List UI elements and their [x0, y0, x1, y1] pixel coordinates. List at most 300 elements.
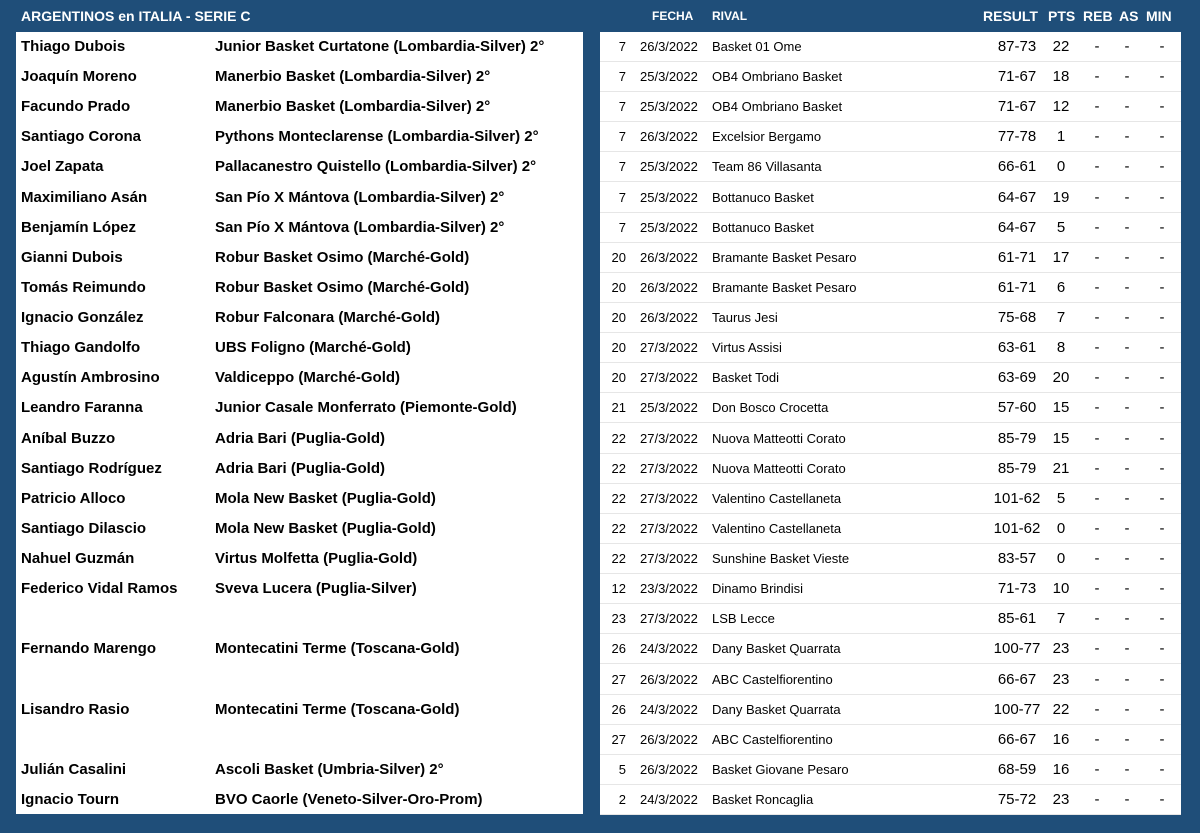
- game-minutes: -: [1159, 158, 1165, 176]
- game-minutes: -: [1159, 670, 1165, 688]
- game-rival: ABC Castelfiorentino: [712, 671, 833, 687]
- game-minutes: -: [1159, 580, 1165, 598]
- game-rebounds: -: [1094, 218, 1100, 236]
- game-rebounds: -: [1094, 98, 1100, 116]
- game-minutes: -: [1159, 399, 1165, 417]
- game-rebounds: -: [1094, 309, 1100, 327]
- player-team: Pythons Monteclarense (Lombardia-Silver) 2°: [215, 128, 539, 146]
- game-rival: Valentino Castellaneta: [712, 490, 842, 506]
- game-number: 22: [611, 490, 626, 506]
- game-number: 23: [611, 611, 626, 627]
- player-team: Pallacanestro Quistello (Lombardia-Silver) 2°: [215, 158, 537, 176]
- game-result: 101-62: [993, 519, 1041, 537]
- player-row: [16, 725, 583, 755]
- game-points: 20: [1052, 369, 1070, 387]
- game-assists: -: [1124, 68, 1130, 86]
- game-assists: -: [1124, 580, 1130, 598]
- game-rebounds: -: [1094, 278, 1100, 296]
- game-rival: Bramante Basket Pesaro: [712, 249, 857, 265]
- game-result: 63-61: [997, 339, 1037, 357]
- game-result: 71-73: [997, 580, 1037, 598]
- game-date: 24/3/2022: [640, 641, 698, 657]
- game-date: 25/3/2022: [640, 159, 698, 175]
- player-name: Thiago Gandolfo: [21, 339, 141, 357]
- game-number: 20: [611, 310, 626, 326]
- game-points: 22: [1052, 38, 1070, 55]
- game-result: 61-71: [997, 248, 1037, 266]
- game-rebounds: -: [1094, 429, 1100, 447]
- player-row: [16, 273, 583, 303]
- game-minutes: -: [1159, 610, 1165, 628]
- game-assists: -: [1124, 399, 1130, 417]
- game-rival: Sunshine Basket Vieste: [712, 551, 850, 567]
- player-name: Facundo Prado: [21, 98, 131, 116]
- game-assists: -: [1124, 158, 1130, 176]
- game-assists: -: [1124, 218, 1130, 236]
- player-name: Gianni Dubois: [21, 248, 123, 266]
- game-row: [600, 695, 1181, 725]
- player-team: Adria Bari (Puglia-Gold): [215, 459, 386, 477]
- game-assists: -: [1124, 38, 1130, 55]
- game-points: 0: [1056, 519, 1066, 537]
- game-result: 83-57: [997, 550, 1037, 568]
- game-date: 27/3/2022: [640, 460, 698, 476]
- game-rival: LSB Lecce: [712, 611, 775, 627]
- game-date: 27/3/2022: [640, 370, 698, 386]
- game-date: 27/3/2022: [640, 520, 698, 536]
- player-row: [16, 393, 583, 423]
- game-minutes: -: [1159, 760, 1165, 778]
- player-team: Montecatini Terme (Toscana-Gold): [215, 700, 460, 718]
- game-rebounds: -: [1094, 339, 1100, 357]
- game-number: 5: [618, 761, 626, 777]
- game-number: 7: [618, 99, 626, 115]
- game-rebounds: -: [1094, 248, 1100, 266]
- game-points: 19: [1052, 188, 1070, 206]
- game-assists: -: [1124, 489, 1130, 507]
- game-date: 26/3/2022: [640, 249, 698, 265]
- game-date: 27/3/2022: [640, 340, 698, 356]
- game-rebounds: -: [1094, 640, 1100, 658]
- game-number: 22: [611, 520, 626, 536]
- game-rebounds: -: [1094, 730, 1100, 748]
- game-points: 1: [1056, 128, 1066, 146]
- player-row: [16, 544, 583, 574]
- game-row: [600, 514, 1181, 544]
- game-number: 27: [611, 671, 626, 687]
- game-points: 15: [1052, 399, 1070, 417]
- game-result: 66-61: [997, 158, 1037, 176]
- game-number: 22: [611, 551, 626, 567]
- player-name: Ignacio González: [21, 309, 144, 327]
- game-result: 64-67: [997, 188, 1037, 206]
- game-points: 22: [1052, 700, 1070, 718]
- game-points: 23: [1052, 791, 1070, 808]
- game-rival: Nuova Matteotti Corato: [712, 430, 846, 446]
- game-number: 7: [618, 129, 626, 145]
- player-team: Manerbio Basket (Lombardia-Silver) 2°: [215, 98, 491, 116]
- game-date: 25/3/2022: [640, 400, 698, 416]
- game-points: 16: [1052, 760, 1070, 778]
- game-points: 8: [1056, 339, 1066, 357]
- player-row: [16, 183, 583, 213]
- game-points: 0: [1056, 550, 1066, 568]
- player-name: [21, 604, 211, 634]
- player-name: Tomás Reimundo: [21, 278, 146, 296]
- game-rival: Excelsior Bergamo: [712, 129, 822, 145]
- game-result: 75-72: [997, 791, 1037, 808]
- player-row: [16, 695, 583, 725]
- game-minutes: -: [1159, 489, 1165, 507]
- game-row: [600, 303, 1181, 333]
- player-team: [215, 665, 580, 695]
- player-row: [16, 634, 583, 664]
- game-assists: -: [1124, 369, 1130, 387]
- game-rival: OB4 Ombriano Basket: [712, 69, 843, 85]
- game-points: 7: [1056, 610, 1066, 628]
- game-minutes: -: [1159, 791, 1165, 808]
- game-points: 21: [1052, 459, 1070, 477]
- game-points: 12: [1052, 98, 1070, 116]
- games-panel: [600, 32, 1181, 814]
- game-result: 71-67: [997, 98, 1037, 116]
- game-minutes: -: [1159, 369, 1165, 387]
- game-date: 26/3/2022: [640, 39, 698, 54]
- player-team: Robur Basket Osimo (Marché-Gold): [215, 248, 470, 266]
- player-row: [16, 363, 583, 393]
- game-result: 61-71: [997, 278, 1037, 296]
- player-team: Robur Falconara (Marché-Gold): [215, 309, 441, 327]
- player-name: Joaquín Moreno: [21, 68, 137, 86]
- game-rival: Don Bosco Crocetta: [712, 400, 829, 416]
- game-minutes: -: [1159, 38, 1165, 55]
- game-points: 6: [1056, 278, 1066, 296]
- game-rebounds: -: [1094, 158, 1100, 176]
- game-minutes: -: [1159, 339, 1165, 357]
- game-rebounds: -: [1094, 489, 1100, 507]
- game-rival: Bottanuco Basket: [712, 219, 814, 235]
- game-date: 27/3/2022: [640, 490, 698, 506]
- game-rival: Nuova Matteotti Corato: [712, 460, 846, 476]
- header-min: MIN: [1146, 8, 1172, 24]
- player-name: Nahuel Guzmán: [21, 550, 135, 568]
- game-rebounds: -: [1094, 128, 1100, 146]
- player-name: Thiago Dubois: [21, 38, 126, 55]
- game-result: 100-77: [993, 700, 1041, 718]
- player-row: [16, 243, 583, 273]
- game-rival: Dinamo Brindisi: [712, 581, 804, 597]
- game-date: 27/3/2022: [640, 551, 698, 567]
- player-name: [21, 725, 211, 755]
- game-date: 24/3/2022: [640, 792, 698, 807]
- game-result: 66-67: [997, 670, 1037, 688]
- player-team: Virtus Molfetta (Puglia-Gold): [215, 550, 418, 568]
- game-rival: Basket 01 Ome: [712, 39, 802, 54]
- game-date: 26/3/2022: [640, 731, 698, 747]
- game-date: 26/3/2022: [640, 279, 698, 295]
- player-name: Aníbal Buzzo: [21, 429, 116, 447]
- game-rebounds: -: [1094, 519, 1100, 537]
- game-date: 25/3/2022: [640, 189, 698, 205]
- player-team: Junior Basket Curtatone (Lombardia-Silver) 2°: [215, 38, 545, 55]
- game-number: 20: [611, 279, 626, 295]
- game-assists: -: [1124, 128, 1130, 146]
- game-assists: -: [1124, 278, 1130, 296]
- player-team: Valdiceppo (Marché-Gold): [215, 369, 401, 387]
- game-result: 68-59: [997, 760, 1037, 778]
- game-rival: Taurus Jesi: [712, 310, 778, 326]
- game-number: 20: [611, 370, 626, 386]
- game-minutes: -: [1159, 519, 1165, 537]
- game-assists: -: [1124, 309, 1130, 327]
- game-assists: -: [1124, 640, 1130, 658]
- game-rival: Basket Todi: [712, 370, 779, 386]
- game-date: 26/3/2022: [640, 310, 698, 326]
- game-assists: -: [1124, 730, 1130, 748]
- game-result: 57-60: [997, 399, 1037, 417]
- player-team: San Pío X Mántova (Lombardia-Silver) 2°: [215, 188, 505, 206]
- game-row: [600, 333, 1181, 363]
- game-assists: -: [1124, 248, 1130, 266]
- header-rival: RIVAL: [712, 9, 748, 23]
- game-minutes: -: [1159, 700, 1165, 718]
- player-name: Santiago Rodríguez: [21, 459, 162, 477]
- game-points: 0: [1056, 158, 1066, 176]
- player-row: [16, 665, 583, 695]
- game-row: [600, 484, 1181, 514]
- game-row: [600, 604, 1181, 634]
- player-team: Ascoli Basket (Umbria-Silver) 2°: [215, 760, 444, 778]
- game-row: [600, 122, 1181, 152]
- game-number: 20: [611, 249, 626, 265]
- player-name: Santiago Dilascio: [21, 519, 147, 537]
- game-result: 64-67: [997, 218, 1037, 236]
- game-number: 26: [611, 641, 626, 657]
- game-number: 22: [611, 460, 626, 476]
- player-row: [16, 574, 583, 604]
- game-points: 23: [1052, 640, 1070, 658]
- header-result: RESULT: [983, 8, 1038, 24]
- game-minutes: -: [1159, 68, 1165, 86]
- game-rival: Dany Basket Quarrata: [712, 701, 841, 717]
- game-row: [600, 755, 1181, 785]
- game-date: 26/3/2022: [640, 671, 698, 687]
- game-row: [600, 62, 1181, 92]
- game-points: 5: [1056, 489, 1066, 507]
- game-date: 24/3/2022: [640, 701, 698, 717]
- game-assists: -: [1124, 760, 1130, 778]
- page-title: ARGENTINOS en ITALIA - SERIE C: [21, 8, 251, 24]
- game-row: [600, 92, 1181, 122]
- player-name: Lisandro Rasio: [21, 700, 130, 718]
- player-row: [16, 92, 583, 122]
- player-row: [16, 514, 583, 544]
- game-result: 101-62: [993, 489, 1041, 507]
- game-row: [600, 273, 1181, 303]
- game-assists: -: [1124, 98, 1130, 116]
- player-name: Joel Zapata: [21, 158, 104, 176]
- game-date: 25/3/2022: [640, 99, 698, 115]
- game-number: 7: [618, 69, 626, 85]
- player-team: [215, 725, 580, 755]
- game-points: 7: [1056, 309, 1066, 327]
- game-row: [600, 725, 1181, 755]
- game-minutes: -: [1159, 550, 1165, 568]
- game-row: [600, 544, 1181, 574]
- game-minutes: -: [1159, 278, 1165, 296]
- game-rebounds: -: [1094, 700, 1100, 718]
- player-row: [16, 303, 583, 333]
- game-row: [600, 32, 1181, 62]
- game-result: 77-78: [997, 128, 1037, 146]
- game-number: 2: [618, 792, 626, 807]
- game-assists: -: [1124, 459, 1130, 477]
- player-team: [215, 604, 580, 634]
- game-points: 16: [1052, 730, 1070, 748]
- game-rival: Basket Giovane Pesaro: [712, 761, 849, 777]
- game-row: [600, 243, 1181, 273]
- game-rebounds: -: [1094, 791, 1100, 808]
- game-result: 85-79: [997, 429, 1037, 447]
- game-rival: Dany Basket Quarrata: [712, 641, 841, 657]
- game-minutes: -: [1159, 640, 1165, 658]
- game-minutes: -: [1159, 188, 1165, 206]
- players-panel: [16, 32, 583, 814]
- player-name: Benjamín López: [21, 218, 137, 236]
- game-result: 87-73: [997, 38, 1037, 55]
- player-name: Ignacio Tourn: [21, 791, 120, 808]
- game-assists: -: [1124, 519, 1130, 537]
- game-result: 85-79: [997, 459, 1037, 477]
- game-assists: -: [1124, 339, 1130, 357]
- player-team: Robur Basket Osimo (Marché-Gold): [215, 278, 470, 296]
- game-number: 27: [611, 731, 626, 747]
- game-rebounds: -: [1094, 670, 1100, 688]
- game-date: 26/3/2022: [640, 761, 698, 777]
- game-date: 26/3/2022: [640, 129, 698, 145]
- player-row: [16, 122, 583, 152]
- game-result: 75-68: [997, 309, 1037, 327]
- game-result: 66-67: [997, 730, 1037, 748]
- game-rebounds: -: [1094, 399, 1100, 417]
- game-points: 23: [1052, 670, 1070, 688]
- game-rival: Bottanuco Basket: [712, 189, 814, 205]
- game-date: 27/3/2022: [640, 430, 698, 446]
- game-number: 7: [618, 189, 626, 205]
- player-row: [16, 333, 583, 363]
- header-fecha: FECHA: [652, 9, 694, 23]
- game-number: 7: [618, 159, 626, 175]
- player-team: Adria Bari (Puglia-Gold): [215, 429, 386, 447]
- player-name: Patricio Alloco: [21, 489, 126, 507]
- player-row: [16, 604, 583, 634]
- game-row: [600, 363, 1181, 393]
- game-result: 85-61: [997, 610, 1037, 628]
- player-row: [16, 484, 583, 514]
- player-team: Manerbio Basket (Lombardia-Silver) 2°: [215, 68, 491, 86]
- game-minutes: -: [1159, 248, 1165, 266]
- game-row: [600, 424, 1181, 454]
- game-number: 20: [611, 340, 626, 356]
- player-name: Fernando Marengo: [21, 640, 157, 658]
- game-number: 26: [611, 701, 626, 717]
- game-points: 18: [1052, 68, 1070, 86]
- game-date: 23/3/2022: [640, 581, 698, 597]
- game-points: 17: [1052, 248, 1070, 266]
- game-number: 7: [618, 39, 626, 54]
- game-rebounds: -: [1094, 459, 1100, 477]
- game-minutes: -: [1159, 429, 1165, 447]
- game-row: [600, 454, 1181, 484]
- game-rebounds: -: [1094, 188, 1100, 206]
- player-name: Maximiliano Asán: [21, 188, 148, 206]
- game-number: 7: [618, 219, 626, 235]
- header-pts: PTS: [1048, 8, 1076, 24]
- game-row: [600, 665, 1181, 695]
- game-assists: -: [1124, 670, 1130, 688]
- game-minutes: -: [1159, 309, 1165, 327]
- game-rival: ABC Castelfiorentino: [712, 731, 833, 747]
- game-row: [600, 785, 1181, 815]
- game-row: [600, 634, 1181, 664]
- game-number: 21: [611, 400, 626, 416]
- game-rebounds: -: [1094, 610, 1100, 628]
- game-assists: -: [1124, 700, 1130, 718]
- player-name: Leandro Faranna: [21, 399, 143, 417]
- game-rebounds: -: [1094, 580, 1100, 598]
- game-row: [600, 574, 1181, 604]
- game-date: 25/3/2022: [640, 69, 698, 85]
- game-rebounds: -: [1094, 68, 1100, 86]
- player-team: Montecatini Terme (Toscana-Gold): [215, 640, 460, 658]
- player-team: Mola New Basket (Puglia-Gold): [215, 519, 436, 537]
- game-minutes: -: [1159, 730, 1165, 748]
- game-result: 63-69: [997, 369, 1037, 387]
- game-minutes: -: [1159, 459, 1165, 477]
- game-rival: Team 86 Villasanta: [712, 159, 822, 175]
- game-assists: -: [1124, 550, 1130, 568]
- player-name: [21, 665, 211, 695]
- game-points: 5: [1056, 218, 1066, 236]
- game-rebounds: -: [1094, 38, 1100, 55]
- player-row: [16, 785, 583, 815]
- player-row: [16, 62, 583, 92]
- game-row: [600, 213, 1181, 243]
- game-assists: -: [1124, 610, 1130, 628]
- game-number: 12: [611, 581, 626, 597]
- player-row: [16, 32, 583, 62]
- game-date: 27/3/2022: [640, 611, 698, 627]
- game-rebounds: -: [1094, 550, 1100, 568]
- player-team: UBS Foligno (Marché-Gold): [215, 339, 411, 357]
- player-team: Junior Casale Monferrato (Piemonte-Gold): [215, 399, 517, 417]
- game-rebounds: -: [1094, 369, 1100, 387]
- player-row: [16, 152, 583, 182]
- game-rival: Virtus Assisi: [712, 340, 782, 356]
- game-points: 15: [1052, 429, 1070, 447]
- game-rival: OB4 Ombriano Basket: [712, 99, 843, 115]
- game-rival: Basket Roncaglia: [712, 792, 814, 807]
- header-reb: REB: [1083, 8, 1113, 24]
- game-minutes: -: [1159, 218, 1165, 236]
- player-name: Santiago Corona: [21, 128, 142, 146]
- player-name: Agustín Ambrosino: [21, 369, 160, 387]
- game-assists: -: [1124, 429, 1130, 447]
- game-row: [600, 393, 1181, 423]
- game-rebounds: -: [1094, 760, 1100, 778]
- player-team: San Pío X Mántova (Lombardia-Silver) 2°: [215, 218, 505, 236]
- game-minutes: -: [1159, 98, 1165, 116]
